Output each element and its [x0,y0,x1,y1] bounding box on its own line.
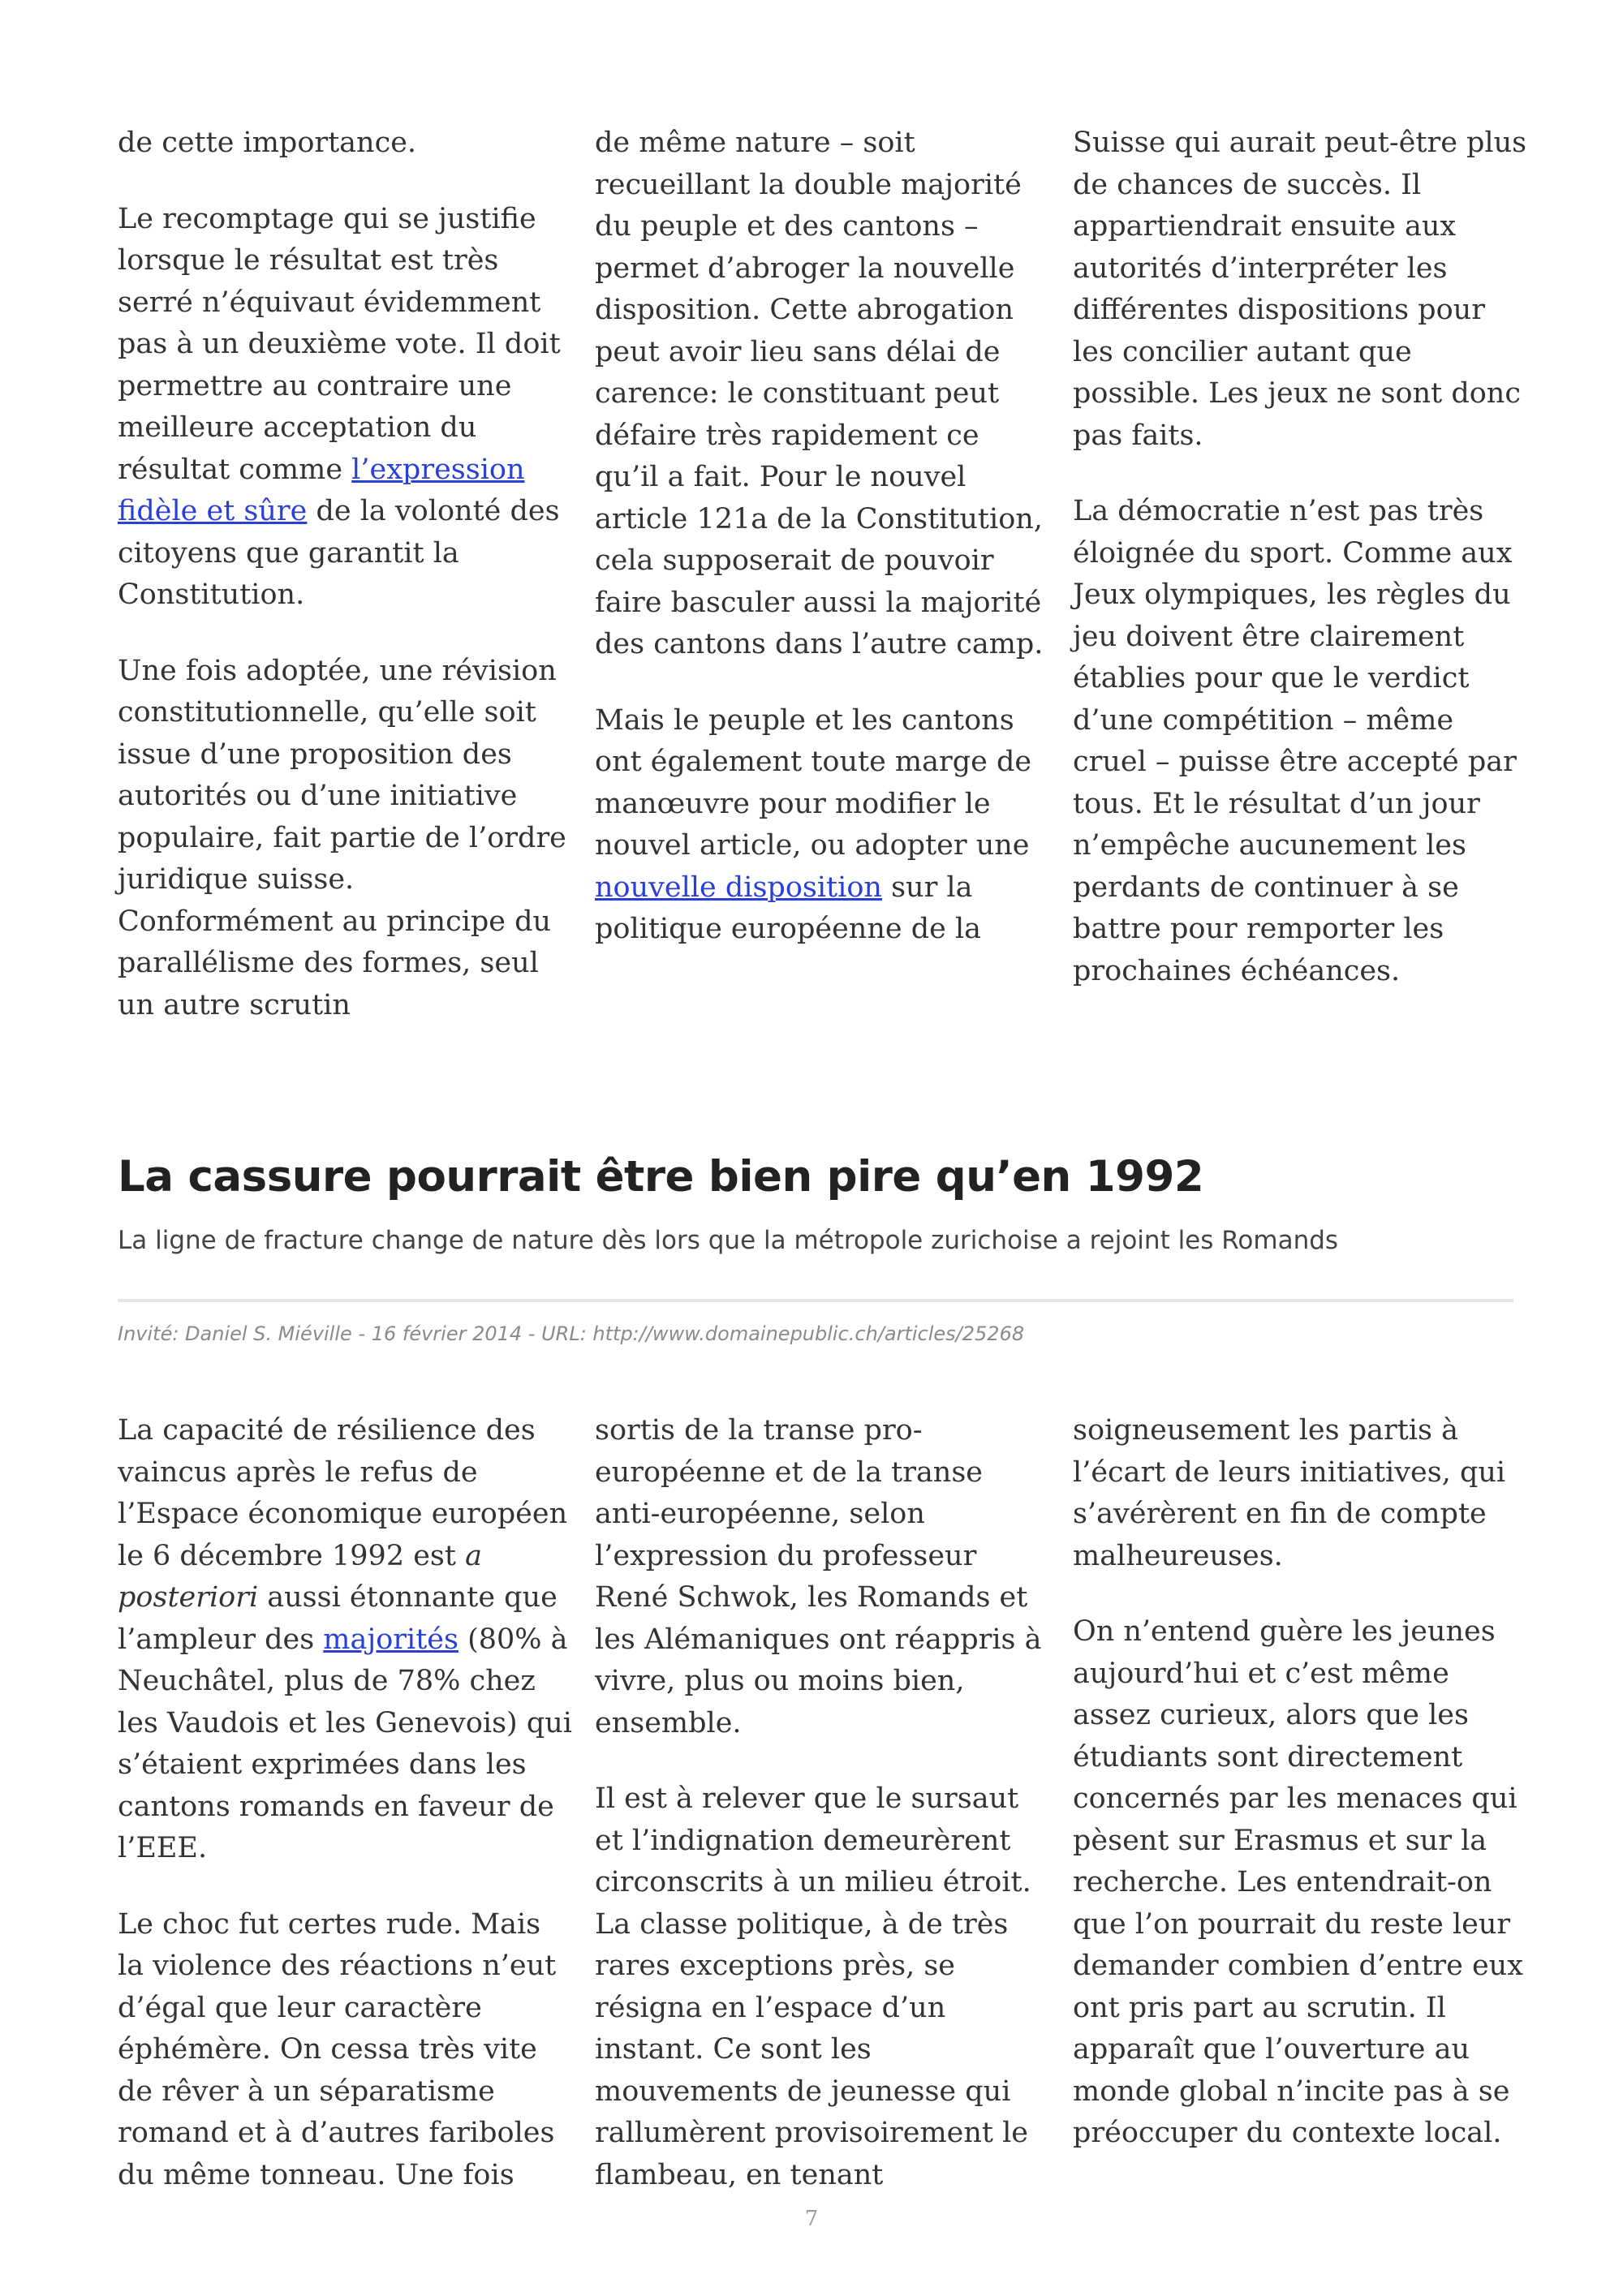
text-run: Mais le peuple et les cantons ont également toute marge de manœuvre pour modifier le nouvel article, ou adopter une [595,703,1032,862]
link-expression-fidele[interactable]: l’expression fidèle et sûre [118,453,525,527]
link-nouvelle-disposition[interactable]: nouvelle disposition [595,871,882,904]
text-run: Le recomptage qui se justifie lorsque le résultat est très serré n’équivaut évidemment pas à un deuxième vote. Il doit permettre au contraire une meilleure acceptation du résultat comme [118,202,561,486]
article-subtitle: La ligne de fracture change de nature dès lors que la métropole zurichoise a rejoint les Romands [118,1226,1339,1255]
paragraph: On n’entend guère les jeunes aujourd’hui et c’est même assez curieux, alors que les étudiants sont directement concernés par les menaces qui pèsent sur Erasmus et sur la recherche. Les entendrait-on que l’on pourrait du reste leur demander combien d’entre eux ont pris part au scrutin. Il apparaît que l’ouverture au monde global n’incite pas à se préoccuper du contexte local. [1073,1615,1523,2149]
paragraph: soigneusement les partis à l’écart de leurs initiatives, qui s’avérèrent en fin de compte malheureuses. [1073,1414,1506,1572]
link-majorites[interactable]: majorités [323,1623,458,1656]
top-column-3 [1073,123,1527,1026]
paragraph [118,199,572,617]
bottom-column-3 [1073,1410,1527,2189]
paragraph [595,700,1049,951]
paragraph: sortis de la transe pro-européenne et de la transe anti-européenne, selon l’expression du professeur René Schwok, les Romands et les Alémaniques ont réappris à vivre, plus ou moins bien, ensemble. [595,1414,1042,1739]
italic-phrase: a posteriori [118,1539,482,1614]
paragraph: Le choc fut certes rude. Mais la violence des réactions n’eut d’égal que leur caractère éphémère. On cessa très vite de rêver à un séparatisme romand et à d’autres fariboles du même tonneau. Une fois [118,1907,557,2191]
paragraph: Suisse qui aurait peut-être plus de chances de succès. Il appartiendrait ensuite aux autorités d’interpréter les différentes dispositions pour les concilier autant que possible. Les jeux ne sont donc pas faits. [1073,127,1527,452]
text-run: sur la politique européenne de la [595,871,982,945]
paragraph: La démocratie n’est pas très éloignée du sport. Comme aux Jeux olympiques, les règles du jeu doivent être clairement établies pour que le verdict d’une compétition – même cruel – puisse être accepté par tous. Et le résultat d’un jour n’empêche aucunement les perdants de continuer à se battre pour remporter les prochaines échéances. [1073,495,1517,987]
article-title: La cassure pourrait être bien pire qu’en 1992 [118,1152,1204,1202]
article-meta: Invité: Daniel S. Miéville - 16 février 2014 - URL: http://www.domainepublic.ch/articles/25268 [118,1322,1025,1345]
text-run: aussi étonnante que l’ampleur des [118,1581,558,1656]
divider [118,1299,1513,1302]
paragraph: Il est à relever que le sursaut et l’indignation demeurèrent circonscrits à un milieu étroit. La classe politique, à de très rares exceptions près, se résigna en l’espace d’un instant. Ce sont les mouvements de jeunesse qui rallumèrent provisoirement le flambeau, en tenant [595,1782,1031,2191]
bottom-column-2 [595,1410,1049,2230]
paragraph: de cette importance. [118,127,417,159]
paragraph [118,1410,572,1870]
text-run: (80% à Neuchâtel, plus de 78% chez les Vaudois et les Genevois) qui s’étaient exprimées dans les cantons romands en faveur de l’EEE. [118,1623,572,1864]
paragraph: Une fois adoptée, une révision constitutionnelle, qu’elle soit issue d’une proposition des autorités ou d’une initiative populaire, fait partie de l’ordre juridique suisse. Conformément au principe du parallélisme des formes, seul un autre scrutin [118,654,566,1021]
bottom-column-1 [118,1410,572,2230]
text-run: de la volonté des citoyens que garantit la Constitution. [118,495,560,611]
text-run: La capacité de résilience des vaincus après le refus de l’Espace économique européen le 6 décembre 1992 est [118,1414,568,1572]
top-column-2 [595,123,1049,985]
paragraph: de même nature – soit recueillant la double majorité du peuple et des cantons – permet d’abroger la nouvelle disposition. Cette abrogation peut avoir lieu sans délai de carence: le constituant peut défaire très rapidement ce qu’il a fait. Pour le nouvel article 121a de la Constitution, cela supposerait de pouvoir faire basculer aussi la majorité des cantons dans l’autre camp. [595,127,1044,660]
page-number: 7 [804,2207,819,2231]
top-column-1 [118,123,572,1060]
